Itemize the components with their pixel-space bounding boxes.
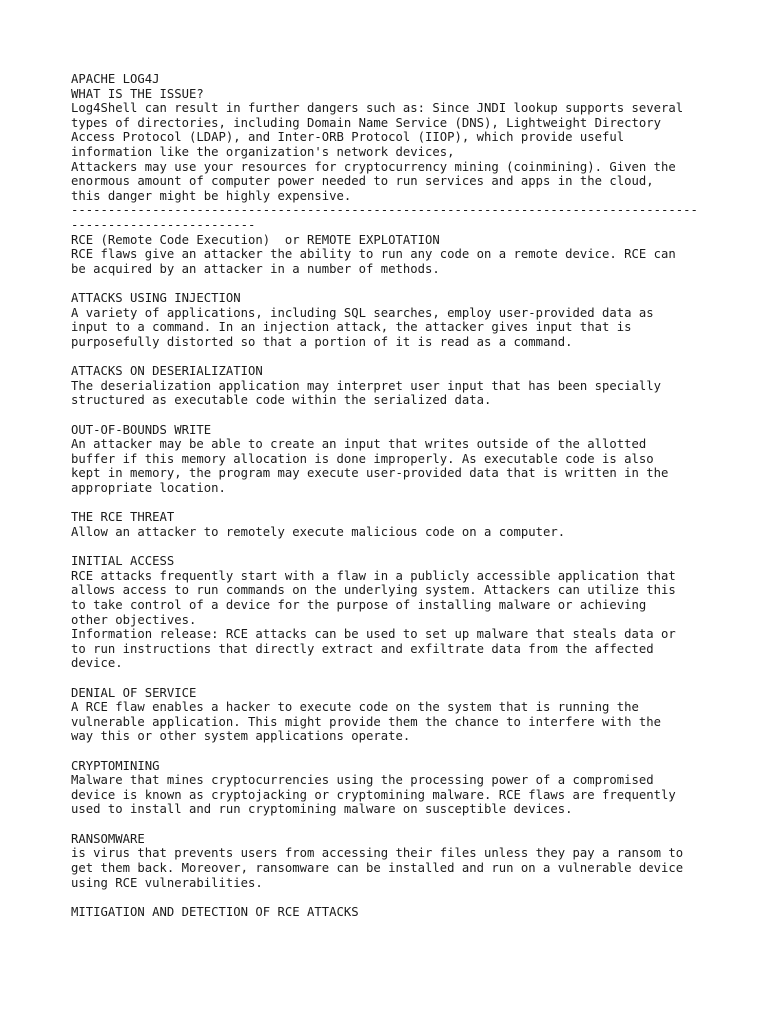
- document-line: to take control of a device for the purpose of installing malware or achieving: [71, 597, 647, 612]
- document-line: way this or other system applications operate.: [71, 729, 411, 744]
- document-line: Allow an attacker to remotely execute malicious code on a computer.: [71, 524, 566, 539]
- document-line: -------------------------: [71, 218, 256, 233]
- document-line: An attacker may be able to create an input that writes outside of the allotted: [71, 437, 647, 452]
- document-line: APACHE LOG4J: [71, 72, 160, 86]
- document-line: [71, 890, 711, 905]
- document-line: buffer if this memory allocation is done improperly. As executable code is also: [71, 451, 654, 466]
- document-line: this danger might be highly expensive.: [71, 188, 352, 203]
- document-line: RCE (Remote Code Execution) or REMOTE EXPLOTATION: [71, 232, 440, 247]
- document-line: types of directories, including Domain Name Service (DNS), Lightweight Directory: [71, 115, 662, 130]
- document-line: -------------------------------------------------------------------------------------: [71, 203, 698, 218]
- document-line: CRYPTOMINING: [71, 758, 160, 773]
- document-line: allows access to run commands on the underlying system. Attackers can utilize this: [71, 583, 676, 598]
- document-line: information like the organization's network devices,: [71, 145, 455, 160]
- document-line: RCE attacks frequently start with a flaw in a publicly accessible application that: [71, 568, 676, 583]
- document-line: A RCE flaw enables a hacker to execute code on the system that is running the: [71, 700, 639, 715]
- document-line: Access Protocol (LDAP), and Inter-ORB Protocol (IIOP), which provide useful: [71, 130, 625, 145]
- document-line: used to install and run cryptomining malware on susceptible devices.: [71, 802, 573, 817]
- document-line: using RCE vulnerabilities.: [71, 875, 263, 890]
- document-line: ATTACKS USING INJECTION: [71, 291, 241, 306]
- document-line: RCE flaws give an attacker the ability to run any code on a remote device. RCE can: [71, 247, 676, 262]
- document-page: [71, 72, 711, 919]
- document-line: Information release: RCE attacks can be used to set up malware that steals data or: [71, 627, 676, 642]
- document-line: [71, 277, 711, 292]
- document-line: ATTACKS ON DESERIALIZATION: [71, 364, 263, 379]
- document-line: vulnerable application. This might provide them the chance to interfere with the: [71, 714, 662, 729]
- document-line: device is known as cryptojacking or cryptomining malware. RCE flaws are frequently: [71, 787, 676, 802]
- document-line: [71, 817, 711, 832]
- document-line: Log4Shell can result in further dangers such as: Since JNDI lookup supports several: [71, 101, 684, 116]
- document-line: THE RCE THREAT: [71, 510, 175, 525]
- document-line: [71, 671, 711, 686]
- document-line: device.: [71, 656, 123, 671]
- document-line: RANSOMWARE: [71, 831, 145, 846]
- document-line: purposefully distorted so that a portion of it is read as a command.: [71, 334, 573, 349]
- document-line: Attackers may use your resources for cryptocurrency mining (coinmining). Given the: [71, 159, 676, 174]
- document-line: [71, 496, 711, 511]
- document-line: enormous amount of computer power needed to run services and apps in the cloud,: [71, 174, 654, 189]
- document-line: [71, 540, 711, 555]
- document-line: Malware that mines cryptocurrencies using the processing power of a compromised: [71, 773, 654, 788]
- document-line: [71, 350, 711, 365]
- document-line: A variety of applications, including SQL searches, employ user-provided data as: [71, 305, 654, 320]
- document-line: [71, 744, 711, 759]
- document-line: DENIAL OF SERVICE: [71, 685, 197, 700]
- document-line: MITIGATION AND DETECTION OF RCE ATTACKS: [71, 904, 359, 919]
- document-line: to run instructions that directly extract and exfiltrate data from the affected: [71, 641, 654, 656]
- document-line: INITIAL ACCESS: [71, 554, 175, 569]
- document-line: be acquired by an attacker in a number of methods.: [71, 261, 440, 276]
- document-line: The deserialization application may interpret user input that has been specially: [71, 378, 662, 393]
- document-line: WHAT IS THE ISSUE?: [71, 86, 204, 101]
- document-line: structured as executable code within the serialized data.: [71, 393, 492, 408]
- document-line: kept in memory, the program may execute user-provided data that is written in the: [71, 466, 669, 481]
- document-line: is virus that prevents users from accessing their files unless they pay a ransom to: [71, 846, 684, 861]
- document-line: input to a command. In an injection attack, the attacker gives input that is: [71, 320, 632, 335]
- document-line: appropriate location.: [71, 481, 226, 496]
- document-line: other objectives.: [71, 612, 197, 627]
- document-line: [71, 408, 711, 423]
- document-line: OUT-OF-BOUNDS WRITE: [71, 422, 212, 437]
- document-line: get them back. Moreover, ransomware can be installed and run on a vulnerable device: [71, 860, 684, 875]
